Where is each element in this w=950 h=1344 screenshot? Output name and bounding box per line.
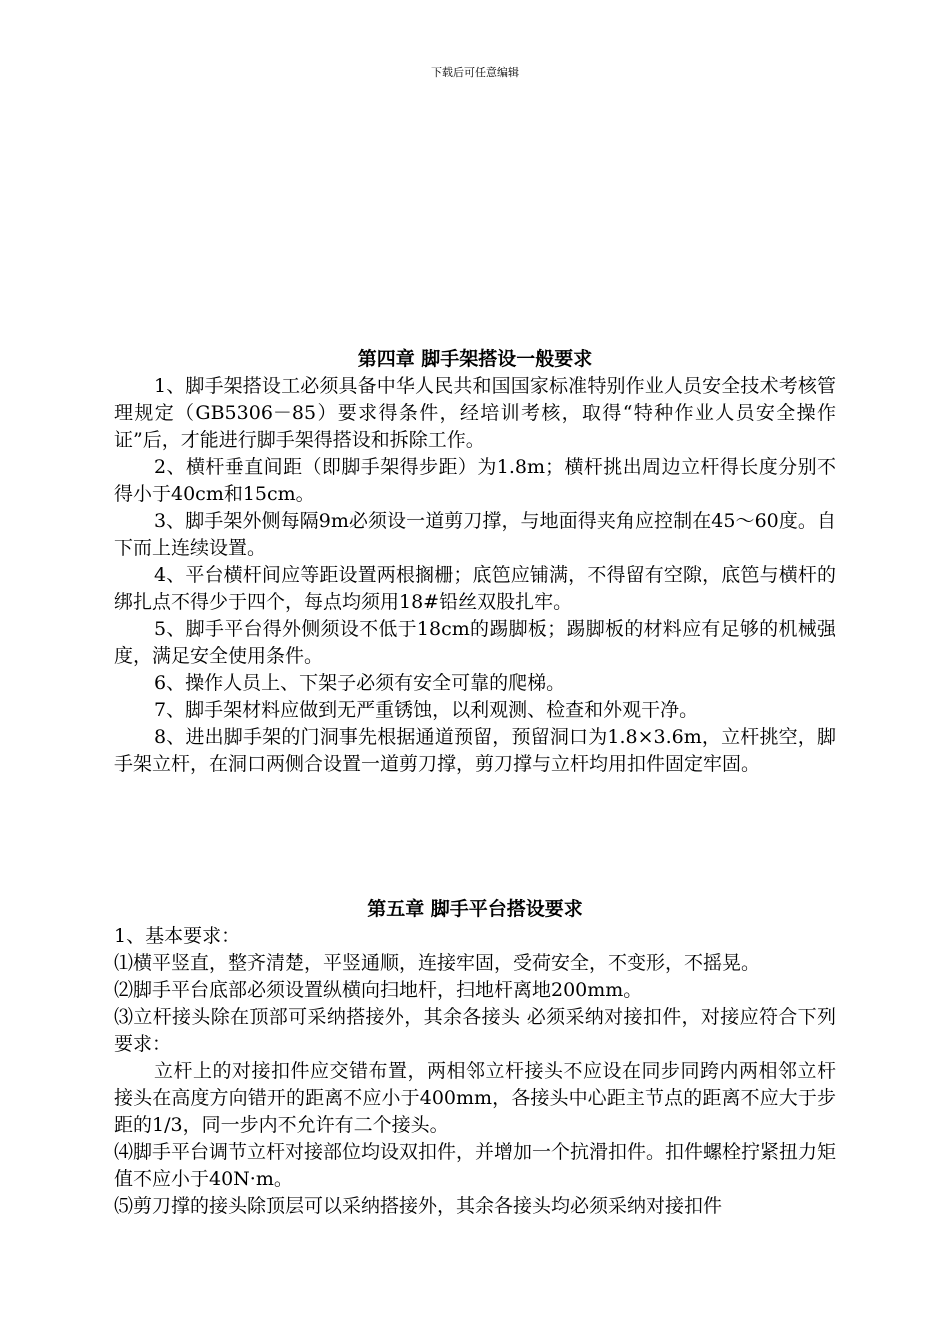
chapter-5-point-3: ⑶立杆接头除在顶部可采纳搭接外，其余各接头 必须采纳对接扣件，对接应符合下列要求： bbox=[114, 1006, 836, 1055]
chapter-5-point-5: ⑸剪刀撑的接头除顶层可以采纳搭接外，其余各接头均必须采纳对接扣件 bbox=[114, 1195, 723, 1217]
chapter-5-basic-heading: 1、基本要求： bbox=[114, 925, 241, 947]
chapter-5-point-1: ⑴横平竖直，整齐清楚，平竖通顺，连接牢固，受荷安全，不变形，不摇晃。 bbox=[114, 952, 761, 974]
chapter-5-point-3-detail: 立杆上的对接扣件应交错布置，两相邻立杆接头不应设在同步同跨内两相邻立杆接头在高度方向错开的距离不应小于400mm，各接头中心距主节点的距离不应大于步距的1/3，同一步内不允许有二个接头。 bbox=[114, 1060, 836, 1136]
chapter-4-item-8: 8、进出脚手架的门洞事先根据通道预留，预留洞口为1.8×3.6m，立杆挑空，脚手架立杆，在洞口两侧合设置一道剪刀撑，剪刀撑与立杆均用扣件固定牢固。 bbox=[114, 726, 836, 775]
chapter-4-item-4: 4、平台横杆间应等距设置两根搁栅；底笆应铺满，不得留有空隙，底笆与横杆的绑扎点不得少于四个，每点均须用18#铅丝双股扎牢。 bbox=[114, 564, 836, 613]
chapter-5-title: 第五章 脚手平台搭设要求 bbox=[367, 898, 583, 920]
chapter-4-title: 第四章 脚手架搭设一般要求 bbox=[357, 348, 593, 370]
chapter-4-item-3: 3、脚手架外侧每隔9m必须设一道剪刀撑，与地面得夹角应控制在45～60度。自下而上连续设置。 bbox=[114, 510, 836, 559]
chapter-4-item-1: 1、脚手架搭设工必须具备中华人民共和国国家标准特别作业人员安全技术考核管理规定（GB5306－85）要求得条件，经培训考核，取得“特种作业人员安全操作证”后，才能进行脚手架得搭设和拆除工作。 bbox=[114, 375, 836, 451]
chapter-4-section bbox=[114, 346, 836, 778]
chapter-4-item-7: 7、脚手架材料应做到无严重锈蚀，以利观测、检查和外观干净。 bbox=[154, 699, 699, 721]
chapter-5-section bbox=[114, 896, 836, 1220]
chapter-4-item-6: 6、操作人员上、下架子必须有安全可靠的爬梯。 bbox=[154, 672, 566, 694]
chapter-4-item-2: 2、横杆垂直间距（即脚手架得步距）为1.8m；横杆挑出周边立杆得长度分别不得小于40cm和15cm。 bbox=[114, 456, 836, 505]
chapter-5-point-4: ⑷脚手平台调节立杆对接部位均设双扣件，并增加一个抗滑扣件。扣件螺栓拧紧扭力矩值不应小于40N·m。 bbox=[114, 1141, 837, 1190]
page-header-note: 下载后可任意编辑 bbox=[431, 66, 519, 79]
chapter-5-point-2: ⑵脚手平台底部必须设置纵横向扫地杆，扫地杆离地200mm。 bbox=[114, 979, 643, 1001]
chapter-4-item-5: 5、脚手平台得外侧须设不低于18cm的踢脚板；踢脚板的材料应有足够的机械强度，满足安全使用条件。 bbox=[114, 618, 836, 667]
